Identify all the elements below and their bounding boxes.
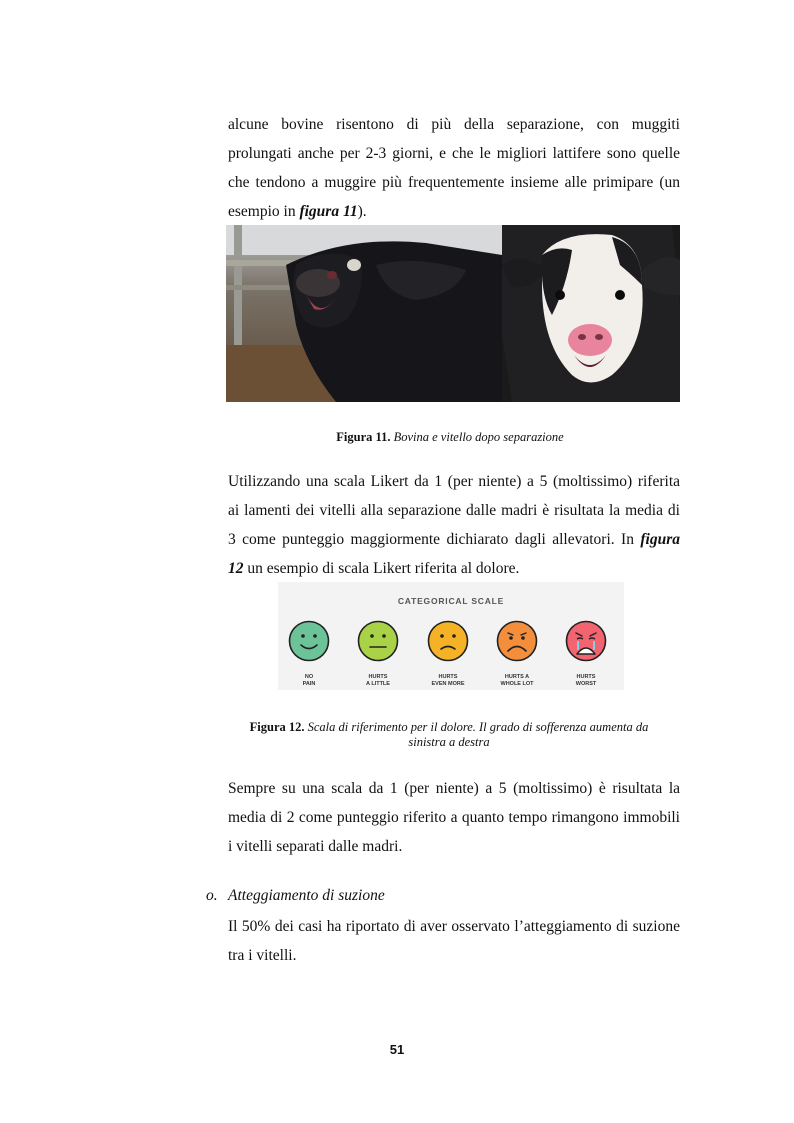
paragraph-2 <box>228 467 680 583</box>
scale-label-line: WORST <box>575 680 597 687</box>
text-fragment: 3 come punteggio maggiormente dichiarato dagli allevatori. In <box>228 531 641 548</box>
text-fragment: ). <box>357 203 367 220</box>
caption-text: sinistra a destra <box>408 735 490 749</box>
text-line <box>228 554 680 583</box>
scale-label-line: HURTS A <box>504 674 530 680</box>
caption-text: Bovina e vitello dopo separazione <box>393 430 564 444</box>
text-line: ai lamenti dei vitelli alla separazione dalle madri è risultata la media di <box>228 502 680 519</box>
paragraph-3 <box>228 774 680 861</box>
scale-label <box>556 674 616 687</box>
scale-label <box>487 674 547 687</box>
scale-label-line: EVEN MORE <box>431 680 465 687</box>
scale-label-line: HURTS <box>438 674 458 680</box>
scale-label <box>279 674 339 687</box>
text-line: Il 50% dei casi ha riportato di aver osservato l’atteggiamento di suzione <box>228 918 680 935</box>
text-line: che tendono a muggire più frequentemente insieme alle primipare (un <box>228 174 680 191</box>
scale-label-line: HURTS <box>576 674 596 680</box>
text-line: tra i vitelli. <box>228 947 297 964</box>
text-line: Utilizzando una scala Likert da 1 (per niente) a 5 (moltissimo) riferita <box>228 473 680 490</box>
scale-label-line: HURTS <box>368 674 388 680</box>
crying-face-icon <box>565 620 607 662</box>
scale-label-line: A LITTLE <box>366 680 390 687</box>
figure-reference: 12 <box>228 560 244 577</box>
paragraph-1 <box>228 110 680 226</box>
scale-label-line: WHOLE LOT <box>500 680 534 687</box>
text-line: prolungati anche per 2-3 giorni, e che le migliori lattifere sono quelle <box>228 145 680 162</box>
smiling-face-icon <box>288 620 330 662</box>
scale-title: CATEGORICAL SCALE <box>397 596 505 606</box>
scale-label-line: NO <box>304 674 314 680</box>
figure-reference: figura <box>640 531 680 548</box>
figure-reference: figura 11 <box>299 203 358 220</box>
caption-label: Figura 12. <box>249 720 305 734</box>
text-fragment: un esempio di scala Likert riferita al dolore. <box>243 560 520 577</box>
neutral-face-icon <box>357 620 399 662</box>
scale-label <box>348 674 408 687</box>
figure-12-caption <box>228 720 670 750</box>
text-line <box>228 525 680 554</box>
caption-text: Scala di riferimento per il dolore. Il grado di sofferenza aumenta da <box>307 720 649 734</box>
slightly-frowning-face-icon <box>427 620 469 662</box>
section-title: Atteggiamento di suzione <box>228 887 385 904</box>
caption-label: Figura 11. <box>336 430 391 444</box>
cow-photo <box>226 225 502 402</box>
paragraph-4 <box>228 912 680 970</box>
text-fragment: esempio in <box>228 203 300 220</box>
section-heading <box>206 887 385 905</box>
pain-scale-figure <box>278 582 624 690</box>
page-number: 51 <box>389 1042 405 1057</box>
figure-11-caption <box>0 430 794 445</box>
text-line: alcune bovine risentono di più della separazione, con muggiti <box>228 116 680 133</box>
text-line: Sempre su una scala da 1 (per niente) a 5 (moltissimo) è risultata la <box>228 780 680 797</box>
scale-label-line: PAIN <box>302 680 316 687</box>
calf-photo <box>502 225 680 402</box>
text-line <box>228 197 680 226</box>
frowning-face-icon <box>496 620 538 662</box>
scale-label <box>418 674 478 687</box>
section-letter: o. <box>206 887 218 904</box>
text-line: media di 2 come punteggio riferito a quanto tempo rimangono immobili <box>228 809 680 826</box>
text-line: i vitelli separati dalle madri. <box>228 838 403 855</box>
